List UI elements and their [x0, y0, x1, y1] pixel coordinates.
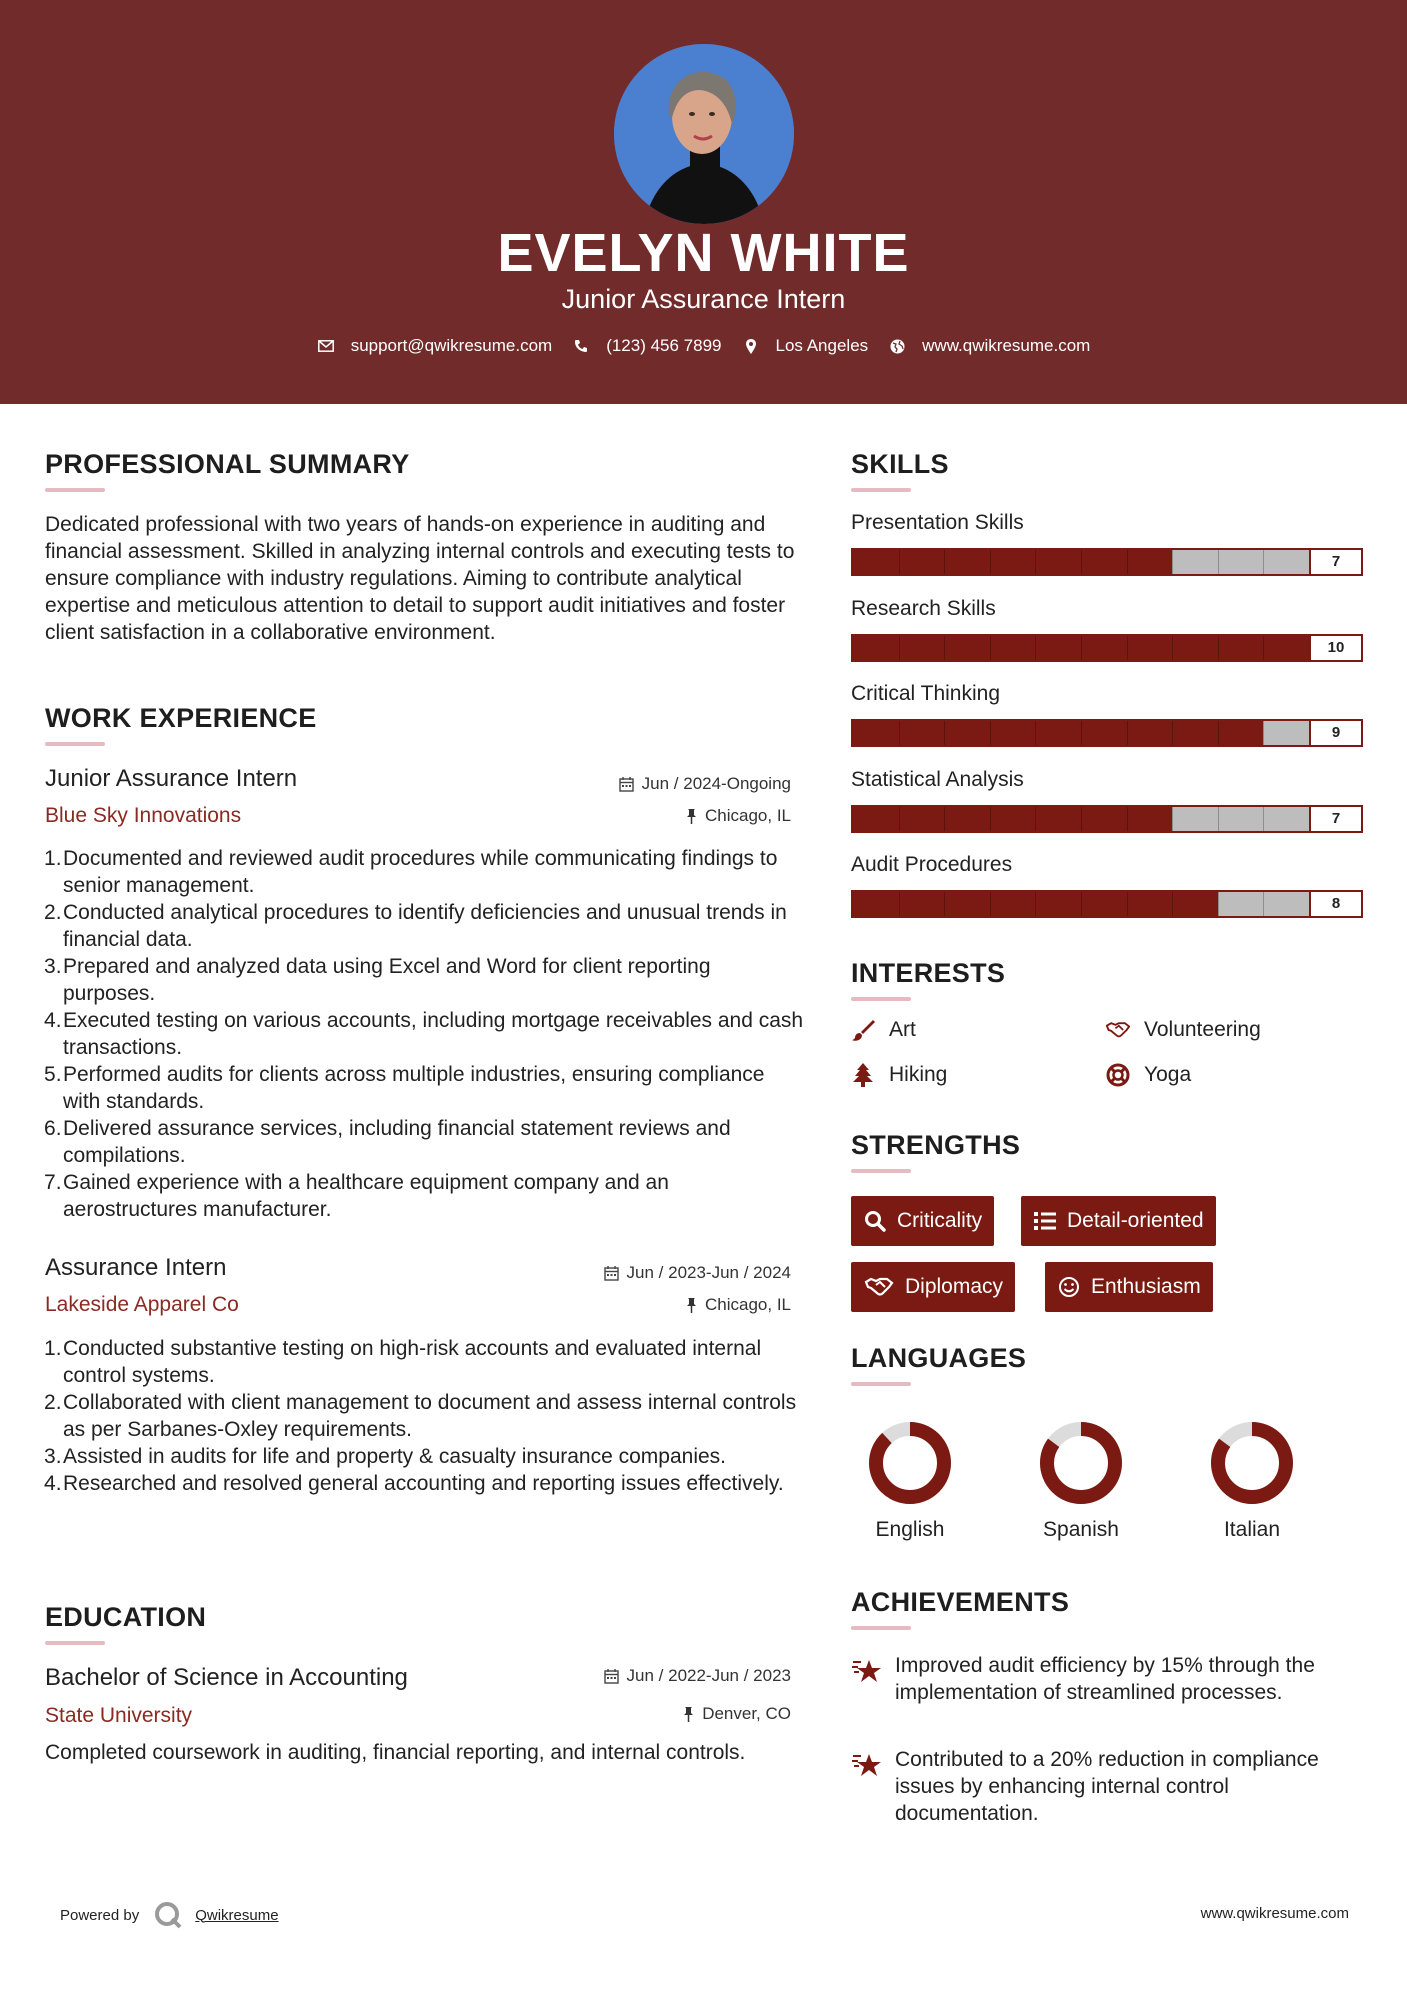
skill-bar	[851, 805, 1363, 833]
skill-bar-segment	[1035, 636, 1036, 660]
skill-bar-segment	[1263, 550, 1264, 574]
skill-bar-fill	[853, 807, 1172, 831]
interest-item-yoga	[1106, 1063, 1191, 1087]
strengths-underline	[851, 1169, 911, 1173]
skill-value: 7	[1309, 550, 1361, 574]
skill-bar-segment	[944, 892, 945, 916]
skill-bar-segment	[944, 721, 945, 745]
skill-bar-segment	[899, 636, 900, 660]
interest-item-volunteering	[1106, 1018, 1261, 1042]
candidate-title: Junior Assurance Intern	[561, 284, 846, 314]
degree-title: Bachelor of Science in Accounting	[45, 1664, 408, 1691]
donut-fill	[876, 1429, 944, 1497]
job-location	[686, 806, 791, 826]
contact-phone[interactable]	[572, 336, 721, 356]
candidate-name: EVELYN WHITE	[497, 223, 910, 283]
handshake-icon	[863, 1275, 895, 1299]
location-text: Los Angeles	[775, 336, 869, 355]
experience-heading: WORK EXPERIENCE	[45, 703, 317, 733]
job-title: Assurance Intern	[45, 1254, 227, 1281]
skill-bar-segment	[1127, 807, 1128, 831]
phone-icon	[572, 337, 590, 355]
job-dates	[604, 1263, 791, 1283]
interests-underline	[851, 997, 911, 1001]
achievement-item	[851, 1746, 1351, 1827]
star-award-icon	[851, 1654, 883, 1686]
email-text: support@qwikresume.com	[350, 336, 553, 355]
skill-bar-segment	[990, 892, 991, 916]
skill-bar-segment	[1263, 721, 1264, 745]
achievement-item	[851, 1652, 1351, 1706]
skill-bar-segment	[944, 807, 945, 831]
skills-underline	[851, 488, 911, 492]
skill-value: 10	[1309, 636, 1361, 660]
interests-heading: INTERESTS	[851, 958, 1006, 988]
paintbrush-icon	[851, 1018, 875, 1042]
contact-website[interactable]	[888, 336, 1090, 356]
list-item: Executed testing on various accounts, including mortgage receivables and cash transactions.	[63, 1009, 804, 1059]
skill-bar-fill	[853, 550, 1172, 574]
achievements-underline	[851, 1626, 911, 1630]
skill-bar-segment	[1172, 807, 1173, 831]
skill-bar-segment	[1081, 892, 1082, 916]
job-location-text: Chicago, IL	[705, 806, 791, 825]
handshake-icon	[1106, 1018, 1130, 1042]
strengths-heading: STRENGTHS	[851, 1130, 1021, 1160]
contact-bar	[0, 336, 1407, 356]
globe-icon	[888, 337, 906, 355]
calendar-icon	[604, 1266, 619, 1281]
skill-bar-segment	[1081, 721, 1082, 745]
interest-label: Art	[889, 1018, 916, 1041]
tree-icon	[851, 1063, 875, 1087]
list-item: Collaborated with client management to document and assess internal controls as per Sarbanes-Oxley requirements.	[63, 1391, 797, 1441]
skill-bar-segment	[899, 892, 900, 916]
strength-label: Detail-oriented	[1067, 1209, 1204, 1232]
smile-icon	[1057, 1275, 1081, 1299]
skill-bar-segment	[990, 721, 991, 745]
skill-bar-segment	[1263, 636, 1264, 660]
language-donut	[1207, 1418, 1297, 1508]
interest-item-hiking	[851, 1063, 947, 1087]
skill-bar-segment	[899, 721, 900, 745]
job-location-text: Chicago, IL	[705, 1295, 791, 1314]
skill-bar-segment	[1035, 550, 1036, 574]
language-label: English	[875, 1518, 945, 1541]
school-name: State University	[45, 1704, 193, 1727]
education-heading: EDUCATION	[45, 1602, 207, 1632]
skill-label: Presentation Skills	[851, 511, 1024, 534]
contact-location	[742, 336, 869, 356]
language-donut	[865, 1418, 955, 1508]
list-item: Gained experience with a healthcare equipment company and an aerostructures manufacturer.	[63, 1171, 669, 1221]
achievement-text: Improved audit efficiency by 15% through the implementation of streamlined processes.	[895, 1654, 1315, 1704]
profile-photo	[614, 44, 794, 224]
company-name: Lakeside Apparel Co	[45, 1293, 239, 1316]
summary-heading: PROFESSIONAL SUMMARY	[45, 449, 410, 479]
list-item: Assisted in audits for life and property & casualty insurance companies.	[63, 1445, 727, 1468]
education-dates	[604, 1666, 791, 1686]
languages-heading: LANGUAGES	[851, 1343, 1027, 1373]
footer-powered-by	[60, 1900, 279, 1930]
job-dates-text: Jun / 2023-Jun / 2024	[626, 1263, 791, 1282]
phone-text: (123) 456 7899	[606, 336, 722, 355]
list-item: Conducted substantive testing on high-risk accounts and evaluated internal control systems.	[63, 1337, 762, 1387]
skill-bar-segment	[990, 636, 991, 660]
skill-bar-segment	[1081, 550, 1082, 574]
skill-bar-segment	[944, 550, 945, 574]
job-location	[686, 1295, 791, 1315]
company-name: Blue Sky Innovations	[45, 804, 242, 827]
strength-badge-criticality	[851, 1196, 994, 1246]
skill-bar-fill	[853, 721, 1263, 745]
envelope-icon	[317, 337, 335, 355]
skill-label: Statistical Analysis	[851, 767, 1024, 791]
calendar-icon	[619, 777, 634, 792]
strength-badge-detail-oriented	[1021, 1196, 1216, 1246]
strength-badge-diplomacy	[851, 1262, 1015, 1312]
education-dates-text: Jun / 2022-Jun / 2023	[626, 1666, 791, 1685]
qwikresume-link[interactable]: Qwikresume	[195, 1906, 279, 1924]
list-icon	[1033, 1209, 1057, 1233]
skill-bar-segment	[1035, 721, 1036, 745]
skill-bar-segment	[1263, 807, 1264, 831]
job-dates	[619, 774, 791, 794]
list-item: Performed audits for clients across multiple industries, ensuring compliance with standards.	[63, 1063, 765, 1113]
language-label: Italian	[1223, 1518, 1281, 1541]
skill-bar-segment	[1127, 892, 1128, 916]
skill-bar	[851, 890, 1363, 918]
list-item: Researched and resolved general accounting and reporting issues effectively.	[63, 1472, 784, 1495]
skill-label: Research Skills	[851, 596, 996, 620]
skill-bar-segment	[990, 550, 991, 574]
pushpin-icon	[683, 1707, 694, 1722]
skill-bar-segment	[1172, 721, 1173, 745]
languages-underline	[851, 1382, 911, 1386]
pushpin-icon	[686, 1298, 697, 1313]
skill-bar-segment	[1035, 807, 1036, 831]
skill-bar-segment	[990, 807, 991, 831]
skill-bar-segment	[1127, 636, 1128, 660]
skill-bar-segment	[899, 807, 900, 831]
experience-underline	[45, 742, 105, 746]
language-label: Spanish	[1043, 1518, 1119, 1541]
interest-item-art	[851, 1018, 916, 1042]
job-title: Junior Assurance Intern	[45, 765, 298, 792]
interest-label: Volunteering	[1144, 1018, 1261, 1041]
website-text: www.qwikresume.com	[922, 336, 1091, 355]
job-dates-text: Jun / 2024-Ongoing	[641, 774, 791, 793]
skill-bar	[851, 548, 1363, 576]
education-description: Completed coursework in auditing, financial reporting, and internal controls.	[45, 1741, 746, 1764]
language-item	[1016, 1418, 1146, 1542]
skill-bar-segment	[1172, 636, 1173, 660]
portrait-illustration	[614, 44, 794, 224]
skill-value: 8	[1309, 892, 1361, 916]
interest-label: Yoga	[1144, 1063, 1192, 1086]
list-item: Delivered assurance services, including financial statement reviews and compilations.	[63, 1117, 731, 1167]
list-item: Prepared and analyzed data using Excel and Word for client reporting purposes.	[63, 955, 711, 1005]
skill-bar-segment	[899, 550, 900, 574]
language-item	[845, 1418, 975, 1542]
list-item: Conducted analytical procedures to identify deficiencies and unusual trends in financial data.	[63, 901, 787, 951]
skill-label: Critical Thinking	[851, 682, 1000, 705]
strength-badge-enthusiasm	[1045, 1262, 1213, 1312]
education-underline	[45, 1641, 105, 1645]
skill-bar-segment	[1218, 550, 1219, 574]
star-award-icon	[851, 1748, 883, 1780]
map-marker-icon	[742, 337, 760, 355]
job-responsibilities	[45, 845, 805, 1223]
skill-bar-segment	[1081, 807, 1082, 831]
skill-bar-segment	[944, 636, 945, 660]
list-item: Documented and reviewed audit procedures while communicating findings to senior management.	[63, 847, 778, 897]
skill-bar	[851, 719, 1363, 747]
job-responsibilities	[45, 1335, 805, 1497]
skill-bar-segment	[1035, 892, 1036, 916]
skill-bar-segment	[1172, 892, 1173, 916]
skill-bar-segment	[1218, 721, 1219, 745]
pushpin-icon	[686, 809, 697, 824]
achievements-heading: ACHIEVEMENTS	[851, 1587, 1070, 1617]
skill-bar-segment	[1263, 892, 1264, 916]
language-donut	[1036, 1418, 1126, 1508]
skill-bar	[851, 634, 1363, 662]
skill-bar-segment	[1127, 721, 1128, 745]
calendar-icon	[604, 1669, 619, 1684]
powered-by-label: Powered by	[60, 1906, 140, 1924]
skill-bar-segment	[1218, 892, 1219, 916]
summary-text: Dedicated professional with two years of hands-on experience in auditing and financial assessment. Skilled in analyzing internal controls and executing tests to ensure compliance with industry regulations. Aiming to contribute analytical expertise and meticulous attention to detail to support audit initiatives and foster client satisfaction in a collaborative environment.	[45, 513, 795, 644]
footer-website[interactable]: www.qwikresume.com	[1200, 1905, 1349, 1922]
search-icon	[863, 1209, 887, 1233]
skill-bar-segment	[1081, 636, 1082, 660]
interest-label: Hiking	[889, 1063, 948, 1086]
skill-bar-segment	[1172, 550, 1173, 574]
skill-label: Audit Procedures	[851, 853, 1013, 876]
skill-value: 7	[1309, 807, 1361, 831]
life-ring-icon	[1106, 1063, 1130, 1087]
language-item	[1187, 1418, 1317, 1542]
strength-label: Enthusiasm	[1091, 1275, 1201, 1298]
qwikresume-logo-icon	[153, 1900, 183, 1930]
skill-bar-segment	[1218, 636, 1219, 660]
strength-label: Criticality	[897, 1209, 983, 1232]
strength-label: Diplomacy	[905, 1275, 1004, 1298]
skill-bar-segment	[1127, 550, 1128, 574]
achievement-text: Contributed to a 20% reduction in compliance issues by enhancing internal control documentation.	[895, 1748, 1319, 1825]
skills-heading: SKILLS	[851, 449, 949, 479]
contact-email[interactable]	[317, 336, 553, 356]
education-location-text: Denver, CO	[702, 1704, 791, 1723]
header-banner	[0, 0, 1407, 404]
summary-underline	[45, 488, 105, 492]
skill-bar-segment	[1218, 807, 1219, 831]
education-location	[683, 1704, 791, 1724]
skill-value: 9	[1309, 721, 1361, 745]
